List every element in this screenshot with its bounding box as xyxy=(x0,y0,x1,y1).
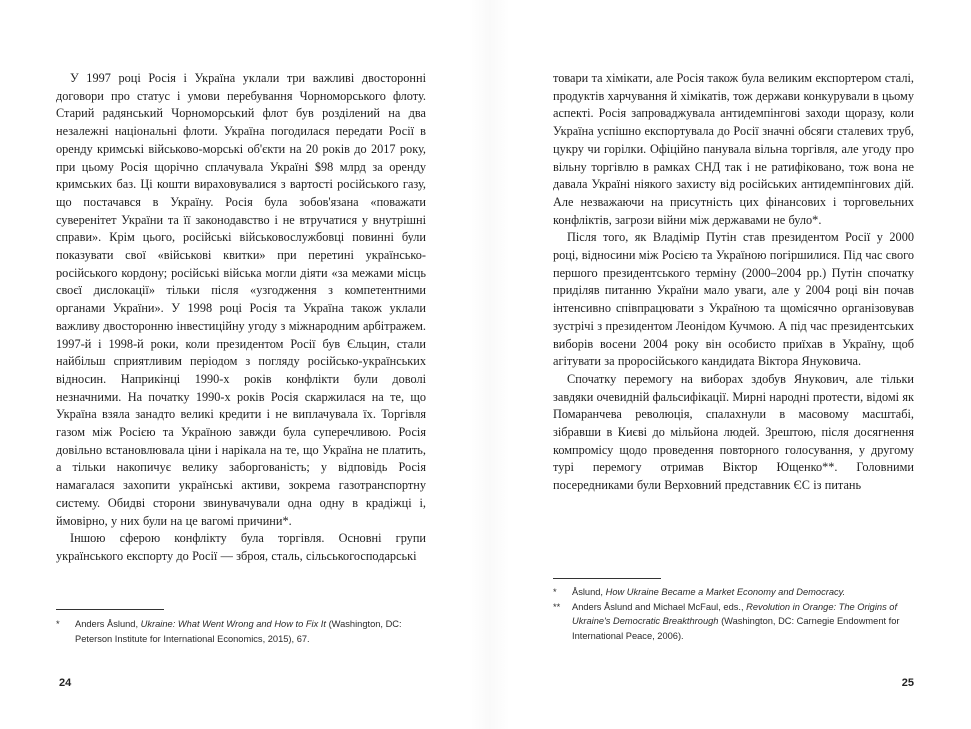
paragraph: Іншою сферою конфлікту була торгівля. Основні групи українського експорту до Росії — зброя, сталь, сільськогосподарські xyxy=(56,531,426,563)
footnote-divider xyxy=(553,578,661,579)
footnote-title: Ukraine: What Went Wrong and How to Fix It xyxy=(140,619,326,629)
book-gutter xyxy=(470,0,510,729)
page-number: 24 xyxy=(59,677,72,689)
footnote-marker: ** xyxy=(553,601,561,612)
footnote xyxy=(553,600,914,644)
left-page-footnotes xyxy=(56,617,426,646)
footnote-marker: * xyxy=(56,619,60,629)
footnote-author: Anders Åslund and Michael McFaul, eds., xyxy=(572,601,744,612)
paragraph: Спочатку перемогу на виборах здобув Янукович, але тільки завдяки очевидній фальсифікації. Мирні народні протести, відомі як Помаранчева революція, спалахнули в масовому масштабі, зібравши в Києві до мільйона людей. Зрештою, після досягнення компромісу щодо проведення повторного голосування, у другому турі перемогу отримав Віктор Ющенко**. Головними посередниками були Верховний представник ЄС із питань xyxy=(553,371,914,493)
paragraph: У 1997 році Росія і Україна уклали три важливі двосторонні договори про статус і умови перебування Чорноморського флоту. Старий радянський Чорноморський флот був розділений на два незалежні національні флоти. Україна погодилася передати Росії в оренду кримські військово-морські об'єкти на 20 років до 2017 року, при цьому Росія щорічно сплачувала Україні $98 млрд за оренду кримських баз. Ці кошти вираховувалися з вартості російського газу, що постачався в Україну. Росія була зобов'язана «поважати суверенітет України та її законодавство і не втручатися у внутрішні справи». Крім цього, російські військовослужбовці повинні були показувати свої «військові квитки» при перетині українсько-російського кордону; російські війська могли діяти «за межами місць своєї дислокації» тільки після «узгодження з компетентними органами України». У 1998 році Росія та Україна також уклали важливу двосторонню інвестиційну угоду з міжнародним арбітражем. 1997-й і 1998-й роки, коли президентом Росії був Єльцин, стали найбільш сприятливим періодом з погляду російсько-українських відносин. Наприкінці 1990-х років конфлікти були доволі незначними. На початку 1990-х років Росія скаржилася на те, що Україна взяла занадто великі кредити і не виплачувала їх. Торгівля газом між Росією та Україною завжди була суперечливою. Росія довільно встановлювала ціни і нарікала на те, що Україна не платить, а тільки накопичує велику заборгованість; у відповідь Росія намагалася захопити українські активи, зокрема газотранспортну систему. Обидві сторони звинувачували одна одну в крадіжці і, ймовірно, у них були на це вагомі причини*. xyxy=(56,71,426,528)
footnote-title: Revolution in Orange: The Origins of Ukraine's Democratic Breakthrough xyxy=(572,601,898,627)
footnote-publication: (Washington, DC: Peterson Institute for International Economics, 2015), 67. xyxy=(75,619,402,644)
footnote-author: Åslund, xyxy=(572,587,604,597)
footnote-publication: (Washington, DC: Carnegie Endowment for International Peace, 2006). xyxy=(572,616,900,641)
right-page xyxy=(553,0,914,729)
footnote-marker: * xyxy=(553,587,557,597)
footnote-author: Anders Åslund, xyxy=(75,619,139,629)
footnote xyxy=(56,617,426,646)
paragraph: Після того, як Владімір Путін став президентом Росії у 2000 році, відносини між Росією та Україною погіршилися. Під час свого першого президентського терміну (2000–2004 рр.) Путін спочатку приділяв питанню України мало уваги, але у 2004 році він почав інтенсивно співпрацювати з Україною та щомісячно організовував зустрічі з президентом Леонідом Кучмою. А під час президентських виборів восени 2004 року він особисто приїхав в Україну, щоб агітувати за проросійського кандидата Віктора Януковича. xyxy=(553,230,914,369)
left-page xyxy=(56,0,426,729)
left-page-body xyxy=(56,70,426,566)
footnote xyxy=(553,585,914,600)
footnote-title: How Ukraine Became a Market Economy and Democracy. xyxy=(605,587,846,597)
footnote-divider xyxy=(56,609,164,610)
right-page-footnotes xyxy=(553,585,914,643)
page-number: 25 xyxy=(901,677,914,689)
right-page-body xyxy=(553,70,914,495)
paragraph: товари та хімікати, але Росія також була великим експортером сталі, продуктів харчування й хімікатів, тож держави конкурували в цьому аспекті. Росія запроваджувала антидемпінгові заходи щоразу, коли Україна успішно експортувала до Росії значні обсяги сталевих труб, цукру чи горілки. Офіційно панувала вільна торгівля, але угоду про вільну торгівлю в рамках СНД так і не ратифіковано, тож вона не давала Україні ніякого захисту від російських антидемпінгових дій. Але незважаючи на присутність цих фінансових і торговельних конфліктів, загрози війни між державами не було*. xyxy=(553,71,914,227)
